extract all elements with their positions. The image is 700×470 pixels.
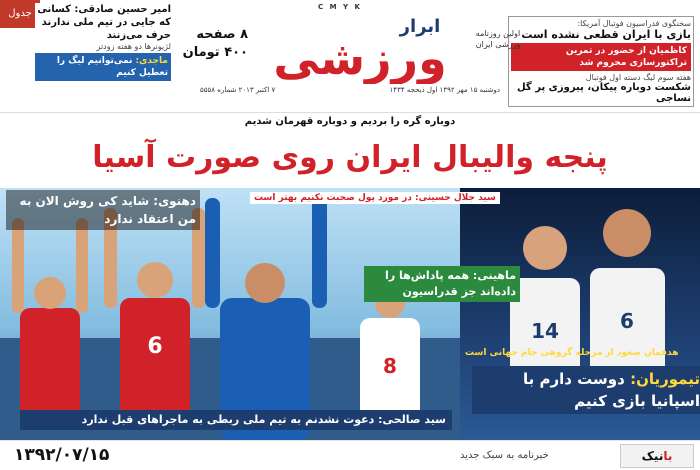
svg-text:6: 6 <box>147 334 163 359</box>
left-box-blue-text: نمی‌توانیم لیگ را تعطیل کنیم <box>56 56 168 78</box>
date-line-right: دوشنبه ۱۵ مهر ۱۳۹۲ اول ذیحجه ۱۴۳۴ <box>389 86 500 94</box>
right-news-box[interactable] <box>508 16 694 107</box>
logo-big-text: ورزشی <box>273 31 447 84</box>
masthead <box>0 0 700 112</box>
date-line-left: ۷ اکتبر ۲۰۱۳ شماره ۵۵۵۸ <box>200 86 276 94</box>
right-box-headline-2: شکست دوباره پیکان، پیروزی پر گل نساجی <box>517 82 691 104</box>
left-box-blue-label: ماجدی: <box>135 56 168 66</box>
footer-brand-red: با <box>663 449 673 463</box>
price-amount: ۴۰۰ تومان <box>182 45 248 60</box>
svg-text:14: 14 <box>531 319 559 343</box>
right-box-kicker: سخنگوی فدراسیون فوتبال آمریکا: <box>577 19 691 28</box>
left-news-box[interactable] <box>35 3 171 81</box>
left-box-sub: لژیونرها دو هفته زودتر <box>96 42 171 51</box>
page-count: ۸ صفحه <box>196 27 248 42</box>
player-blue <box>205 198 327 440</box>
caption-teymourian[interactable] <box>472 366 700 414</box>
right-box-headline: بازی با ایران قطعی نشده است <box>521 28 691 41</box>
subheadline: دوباره گره را بردیم و دوباره قهرمان شدیم <box>0 112 700 131</box>
right-box-kicker-2: هفته سوم لیگ دسته اول فوتبال <box>585 73 691 82</box>
caption-teymourian-kicker: هدفمان صعود از مرحله گروهی جام جهانی است <box>465 348 679 358</box>
logo-small-text: ابرار <box>399 16 441 37</box>
left-box-headline: امیر حسین صادقی: کسانی که جایی در تیم ملی ندارند حرف می‌زنند <box>37 4 171 41</box>
corner-tag: جدول <box>0 0 40 28</box>
newspaper-tagline: اولین روزنامه ورزشی ایران <box>475 29 521 49</box>
cmyk-marks: C M Y K <box>318 3 362 11</box>
caption-hosseini[interactable]: سید جلال حسینی: در مورد پول صحبت نکنیم بهتر است <box>250 192 500 204</box>
svg-text:6: 6 <box>620 309 634 333</box>
footer-slogan: خبرنامه به سبک جدید <box>460 450 549 461</box>
footer-brand-black: نیک <box>641 449 664 463</box>
footer-bar <box>0 440 700 470</box>
caption-teymourian-text: دوست دارم با اسپانیا بازی کنیم <box>523 370 700 410</box>
main-headline[interactable]: پنجه والیبال ایران روی صورت آسیا <box>0 130 700 186</box>
footer-brand-logo[interactable] <box>620 444 694 468</box>
right-box-red-band: کاظمیان از حضور در تمرین تراکتورسازی محروم شد <box>511 43 691 71</box>
caption-teymourian-label: تیموریان: <box>630 370 700 388</box>
caption-dehnavi[interactable]: دهنوی: شاید کی روش الان به من اعتقاد ندارد <box>6 190 200 230</box>
left-box-blue-band <box>35 53 171 81</box>
price-box <box>176 26 248 62</box>
svg-text:8: 8 <box>383 354 397 378</box>
footer-date: ۱۳۹۲/۰۷/۱۵ <box>14 445 110 465</box>
player-red-1 <box>12 218 88 418</box>
newspaper-logo <box>270 10 450 84</box>
date-strip <box>200 86 500 94</box>
player-red-3 <box>360 288 420 428</box>
caption-mahini[interactable]: ماهینی: همه پاداش‌ها را داده‌اند جز قدراسیون <box>364 266 520 302</box>
caption-salehi[interactable]: سید صالحی: دعوت نشدنم به تیم ملی ربطی به ماجراهای قبل ندارد <box>20 410 452 430</box>
